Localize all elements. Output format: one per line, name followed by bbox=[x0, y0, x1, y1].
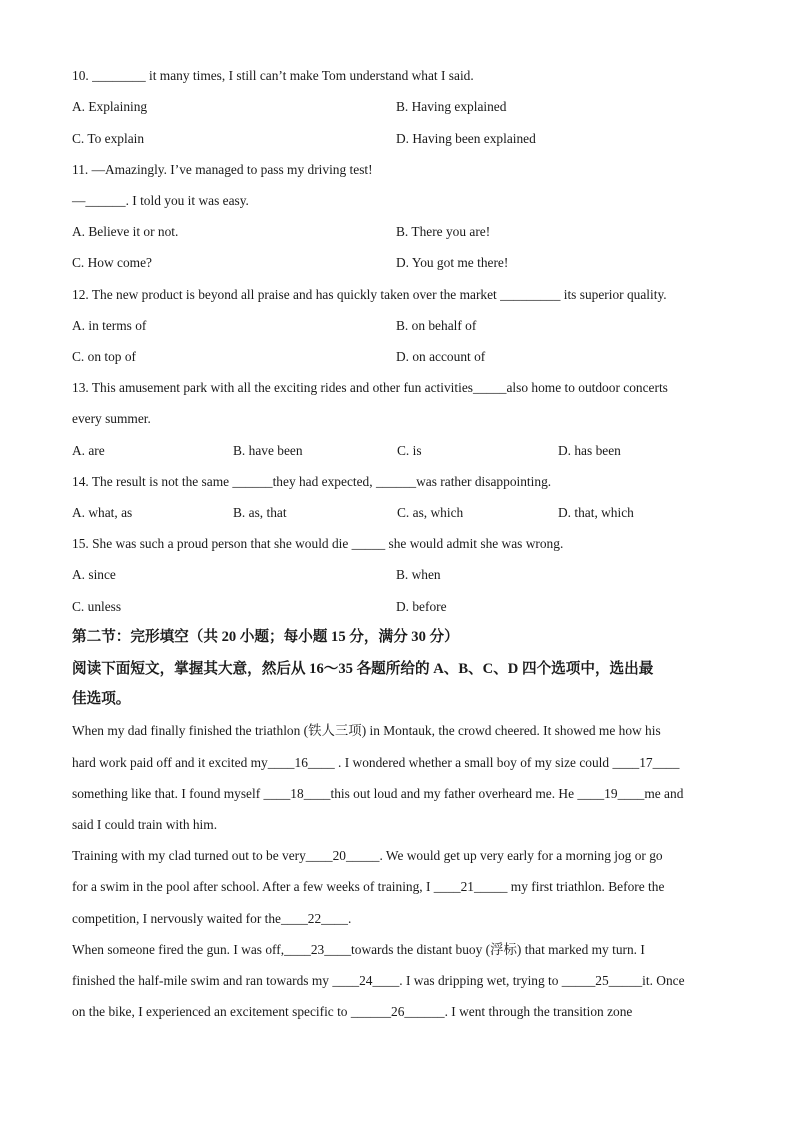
q15-option-c: C. unless bbox=[72, 599, 122, 614]
q14-stem: 14. The result is not the same ______they had expected, ______was rather disappointing. bbox=[72, 474, 552, 489]
passage-line: hard work paid off and it excited my____16____ . I wondered whether a small boy of my size could ____17____ bbox=[72, 755, 680, 770]
passage-line: said I could train with him. bbox=[72, 817, 218, 832]
q15-stem: 15. She was such a proud person that she would die _____ she would admit she was wrong. bbox=[72, 536, 564, 551]
passage-line: Training with my clad turned out to be very____20_____. We would get up very early for a morning jog or go bbox=[72, 848, 663, 863]
q14-option-c: C. as, which bbox=[397, 505, 464, 520]
q10-option-d: D. Having been explained bbox=[396, 131, 536, 146]
passage-line: When someone fired the gun. I was off,____23____towards the distant buoy (浮标) that marked my turn. I bbox=[72, 942, 645, 957]
q13-option-d: D. has been bbox=[558, 443, 621, 458]
q11-option-c: C. How come? bbox=[72, 255, 152, 270]
section-heading: 第二节：完形填空（共 20 小题；每小题 15 分，满分 30 分） bbox=[72, 629, 459, 645]
q15-option-a: A. since bbox=[72, 567, 116, 582]
section-instruction: 阅读下面短文，掌握其大意，然后从 16～35 各题所给的 A、B、C、D 四个选项中，选出最 bbox=[72, 661, 654, 677]
passage-line: for a swim in the pool after school. After a few weeks of training, I ____21_____ my first triathlon. Before the bbox=[72, 879, 665, 894]
q15-option-d: D. before bbox=[396, 599, 447, 614]
q13-stem: 13. This amusement park with all the exciting rides and other fun activities_____also home to outdoor concerts bbox=[72, 380, 668, 395]
q11-option-b: B. There you are! bbox=[396, 224, 491, 239]
q14-option-d: D. that, which bbox=[558, 505, 634, 520]
q13-option-c: C. is bbox=[397, 443, 422, 458]
q11-stem: 11. —Amazingly. I’ve managed to pass my driving test! bbox=[72, 162, 373, 177]
passage-line: on the bike, I experienced an excitement specific to ______26______. I went through the transition zone bbox=[72, 1004, 633, 1019]
q11-option-a: A. Believe it or not. bbox=[72, 224, 179, 239]
q12-option-b: B. on behalf of bbox=[396, 318, 477, 333]
passage-line: something like that. I found myself ____18____this out loud and my father overheard me. He ____19____me and bbox=[72, 786, 684, 801]
passage-line: finished the half-mile swim and ran towards my ____24____. I was dripping wet, trying to _____25_____it. Once bbox=[72, 973, 685, 988]
q13-stem-cont: every summer. bbox=[72, 411, 151, 426]
q11-option-d: D. You got me there! bbox=[396, 255, 509, 270]
q12-option-c: C. on top of bbox=[72, 349, 136, 364]
q11-stem-reply: —______. I told you it was easy. bbox=[72, 193, 249, 208]
passage-line: When my dad finally finished the triathlon (铁人三项) in Montauk, the crowd cheered. It showed me how his bbox=[72, 723, 661, 738]
q10-option-b: B. Having explained bbox=[396, 99, 507, 114]
q10-option-a: A. Explaining bbox=[72, 99, 148, 114]
q12-stem: 12. The new product is beyond all praise and has quickly taken over the market _________ its superior quality. bbox=[72, 287, 667, 302]
q10-option-c: C. To explain bbox=[72, 131, 145, 146]
q12-option-d: D. on account of bbox=[396, 349, 486, 364]
q10-stem: 10. ________ it many times, I still can’t make Tom understand what I said. bbox=[72, 68, 474, 83]
q13-option-a: A. are bbox=[72, 443, 105, 458]
passage-line: competition, I nervously waited for the____22____. bbox=[72, 911, 352, 926]
q15-option-b: B. when bbox=[396, 567, 441, 582]
q14-option-a: A. what, as bbox=[72, 505, 133, 520]
section-instruction-cont: 佳选项。 bbox=[72, 691, 131, 707]
q12-option-a: A. in terms of bbox=[72, 318, 147, 333]
q13-option-b: B. have been bbox=[233, 443, 303, 458]
q14-option-b: B. as, that bbox=[233, 505, 287, 520]
